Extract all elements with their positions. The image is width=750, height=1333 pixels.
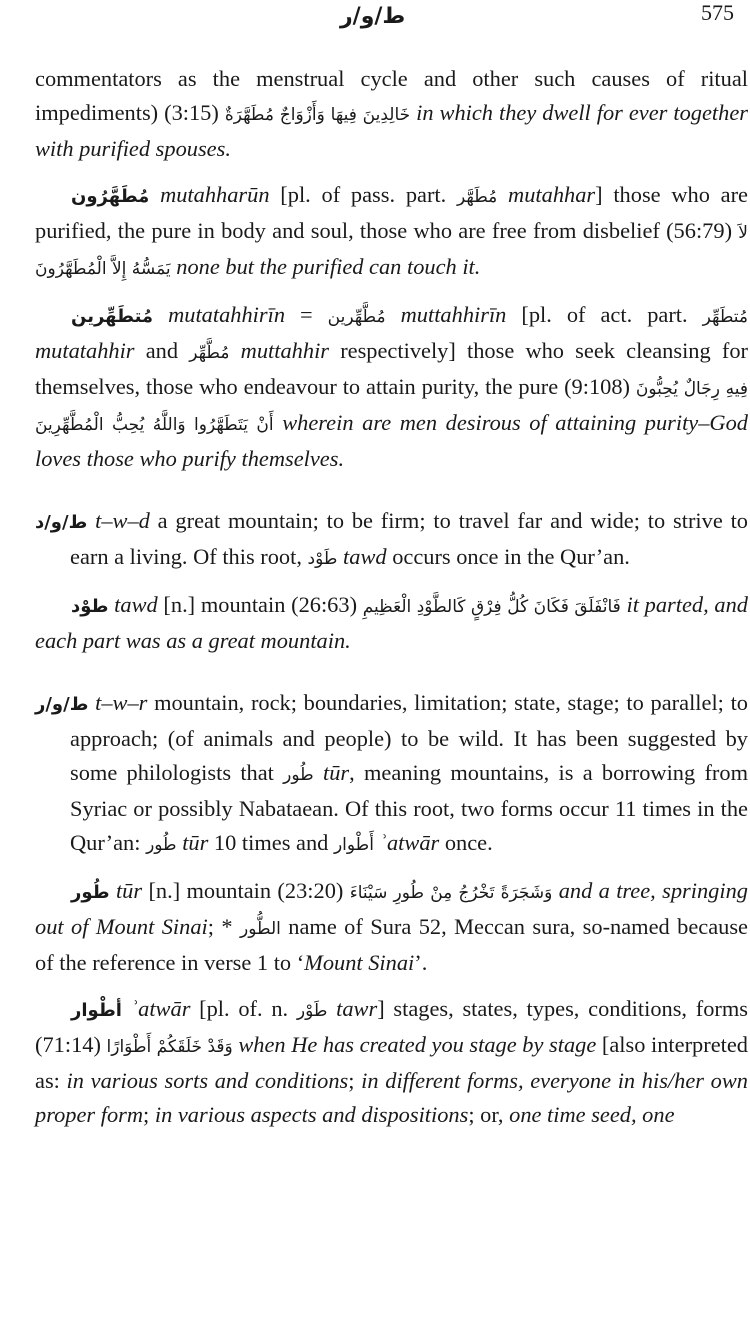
entry-headword: مُتطَهِّرين — [71, 306, 154, 327]
transliteration: muttahhir — [229, 338, 330, 363]
text: ; — [143, 1102, 155, 1127]
arabic-word: طَوْد — [307, 549, 338, 569]
entry-headword: أطْوار — [71, 1000, 122, 1021]
translation: none but the purified can touch it. — [176, 254, 481, 279]
translation: one time seed, one — [509, 1102, 675, 1127]
running-head: ط/و/ر — [340, 4, 406, 29]
arabic-word: مُطَهَّر — [457, 187, 498, 207]
text: ] stages, states, types, conditions, forms (71:14) — [35, 996, 748, 1057]
text: commentators as the menstrual cycle and other such causes of ritual impediments) (3:15) — [35, 66, 748, 125]
text: once. — [439, 830, 493, 855]
root-entry-t-w-r — [35, 686, 748, 862]
entry-mutahharun — [35, 178, 748, 286]
translation: in which they dwell for ever together with purified spouses. — [35, 100, 748, 161]
text: and — [134, 338, 190, 363]
transliteration: mutahhar — [497, 182, 596, 207]
arabic-word: الطُّور — [240, 919, 281, 939]
transliteration: tūr — [109, 878, 143, 903]
text: ; or, — [468, 1102, 510, 1127]
transliteration: mutatahhir — [35, 338, 135, 363]
transliteration: tawd — [337, 544, 387, 569]
text: occurs once in the Qur’an. — [386, 544, 630, 569]
text: mountain, rock; boundaries, limitation; state, stage; to parallel; to approach; (of animals and people) to be wild. It has been suggested by some philologists that — [70, 690, 749, 785]
entry-headword: طوْد — [71, 596, 109, 617]
transliteration: tawr — [327, 996, 378, 1021]
arabic-word: طُور — [146, 835, 177, 855]
root-entry-t-w-d — [35, 504, 748, 576]
translation: it parted, and each part was as a great mountain. — [35, 592, 748, 653]
dictionary-content — [35, 62, 748, 1132]
arabic-quote: خَالِدِينَ فِيهَا وَأَزْوَاجٌ مُطَهَّرَةٌ — [224, 105, 411, 125]
transliteration: ʾatwār — [373, 830, 440, 855]
entry-tur — [35, 874, 748, 980]
text: 10 times and — [208, 830, 334, 855]
arabic-word: مُطَّهِّرين — [327, 307, 386, 327]
translation: when He has created you stage by stage — [238, 1032, 597, 1057]
transliteration: t–w–r — [88, 690, 148, 715]
arabic-word: مُتطَهِّر — [702, 307, 749, 327]
translation: wherein are men desirous of attaining purity–God loves those who purify themselves. — [35, 410, 748, 471]
entry-headword: مُطَهَّرُون — [71, 186, 150, 207]
text: ’. — [414, 950, 428, 975]
text: ; — [348, 1068, 362, 1093]
arabic-word: أَطْوار — [333, 835, 374, 855]
transliteration: t–w–d — [87, 508, 150, 533]
transliteration: tūr — [176, 830, 209, 855]
arabic-quote: لاَ يَمَسُّهُ إِلاَّ الْمُطَهَّرُونَ — [35, 223, 748, 279]
text: [pl. of pass. part. — [269, 182, 457, 207]
entry-tawd — [35, 588, 748, 658]
transliteration: mutahharūn — [149, 182, 270, 207]
entry-atwar — [35, 992, 748, 1132]
transliteration: mutatahhirīn — [153, 302, 286, 327]
arabic-word: مُطَّهِّر — [189, 343, 230, 363]
text: [n.] mountain (23:20) — [142, 878, 350, 903]
text: [n.] mountain (26:63) — [157, 592, 363, 617]
entry-mutatahhirin — [35, 298, 748, 476]
arabic-quote: فَانْفَلَقَ فَكَانَ كُلُّ فِرْقٍ كَالطَّوْدِ الْعَظِيمِ — [362, 597, 621, 617]
arabic-word: طَوْر — [296, 1001, 328, 1021]
root-headword: ط/و/د — [35, 512, 88, 533]
text — [274, 410, 283, 435]
text: = — [285, 302, 328, 327]
text: , meaning mountains, is a borrowing from Syriac or possibly Nabataean. Of this root, two forms occur 11 times in the Qur’an: — [70, 760, 748, 855]
text: [pl. of act. part. — [506, 302, 703, 327]
arabic-quote: وَشَجَرَةً تَخْرُجُ مِنْ طُورِ سَيْنَاءَ — [349, 883, 553, 903]
translation: and a tree, springing out of Mount Sinai — [35, 878, 748, 939]
arabic-quote: وَقَدْ خَلَقَكُمْ أَطْوَارًا — [106, 1037, 233, 1057]
text: a great mountain; to be firm; to travel far and wide; to strive to earn a living. Of this root, — [70, 508, 748, 569]
translation: Mount Sinai — [304, 950, 415, 975]
transliteration: tūr — [313, 760, 350, 785]
text: ] those who are purified, the pure in body and soul, those who are free from disbelief (56:79) — [35, 182, 748, 243]
entry-headword: طُور — [71, 882, 110, 903]
text: ; * — [207, 914, 241, 939]
transliteration: muttahhirīn — [385, 302, 507, 327]
root-headword: ط/و/ر — [35, 694, 89, 715]
text: [also interpreted as: — [35, 1032, 748, 1093]
text: respectively] those who seek cleansing for themselves, those who endeavour to attain purity, the pure (9:108) — [35, 338, 748, 399]
transliteration: ʾatwār — [121, 996, 191, 1021]
arabic-word: طُور — [283, 765, 314, 785]
paragraph-continuation — [35, 62, 748, 166]
transliteration: tawd — [108, 592, 158, 617]
translation: in different forms, everyone in his/her own proper form — [35, 1068, 748, 1127]
page-number: 575 — [701, 0, 734, 25]
arabic-quote: فِيهِ رِجَالٌ يُحِبُّونَ أَنْ يَتَطَهَّرُوا وَاللَّهُ يُحِبُّ الْمُطَّهِّرِينَ — [35, 379, 749, 435]
text: name of Sura 52, Meccan sura, so-named because of the reference in verse 1 to ‘ — [35, 914, 748, 975]
page-header — [0, 0, 750, 40]
translation: in various sorts and conditions — [66, 1068, 349, 1093]
text: [pl. of. n. — [190, 996, 297, 1021]
translation: in various aspects and dispositions — [154, 1102, 469, 1127]
